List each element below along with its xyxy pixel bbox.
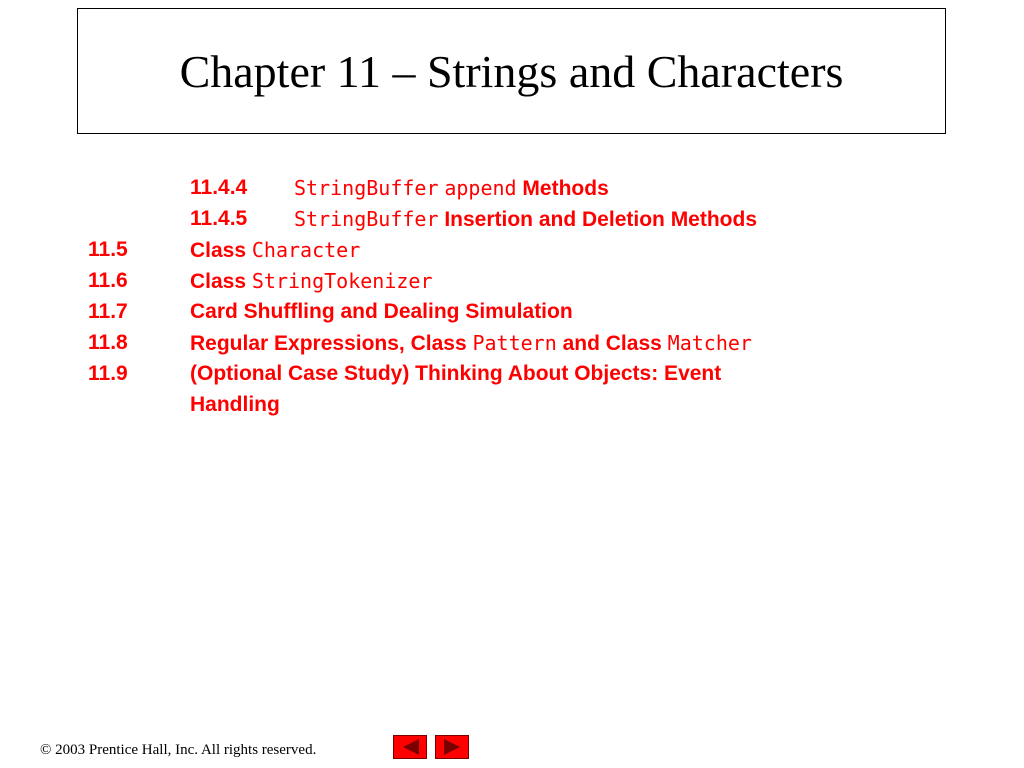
outline-item-text	[190, 330, 752, 357]
outline-item-number: 11.7	[88, 300, 128, 323]
outline-item-text	[294, 206, 757, 233]
text-part: (Optional Case Study) Thinking About Objects: Event	[190, 362, 722, 385]
text-part: Card Shuffling and Dealing Simulation	[190, 300, 573, 323]
code-term: Pattern	[472, 331, 557, 355]
slide-title: Chapter 11 – Strings and Characters	[179, 45, 844, 97]
code-term: StringBuffer	[294, 176, 439, 200]
outline-item	[88, 299, 128, 325]
next-slide-button[interactable]	[435, 735, 469, 759]
outline-item-number: 11.6	[88, 269, 128, 292]
outline-item-text	[190, 268, 433, 295]
outline-item-number: 11.4.4	[190, 176, 248, 199]
outline-item-text	[190, 237, 360, 264]
code-term: append	[444, 176, 517, 200]
outline-item-text	[294, 175, 609, 202]
triangle-right-icon	[436, 736, 468, 758]
code-term: Matcher	[667, 331, 752, 355]
text-part: Methods	[516, 177, 609, 200]
outline-item	[88, 268, 128, 294]
triangle-left-icon	[394, 736, 426, 758]
outline-item-number: 11.9	[88, 362, 128, 385]
text-part: Class	[190, 270, 252, 293]
text-part: Class	[190, 239, 252, 262]
code-term: StringTokenizer	[251, 269, 433, 293]
outline-item	[190, 175, 247, 201]
outline-item-number: 11.5	[88, 238, 128, 261]
previous-slide-button[interactable]	[393, 735, 427, 759]
outline-item	[190, 206, 247, 232]
code-term: Character	[251, 238, 361, 262]
text-part: and Class	[556, 332, 668, 355]
copyright-footer: © 2003 Prentice Hall, Inc. All rights reserved.	[40, 742, 317, 758]
outline-item-text	[190, 392, 280, 418]
outline-item-number: 11.4.5	[190, 207, 248, 230]
outline-item	[88, 361, 128, 387]
code-term: StringBuffer	[294, 207, 439, 231]
outline-item-text	[190, 361, 721, 387]
outline-item	[88, 237, 128, 263]
text-part: Regular Expressions, Class	[190, 332, 473, 355]
text-part: Handling	[190, 393, 280, 416]
outline-item-text	[190, 299, 573, 325]
outline-item-number: 11.8	[88, 331, 128, 354]
outline-item	[88, 330, 128, 356]
text-part: Insertion and Deletion Methods	[438, 208, 758, 231]
